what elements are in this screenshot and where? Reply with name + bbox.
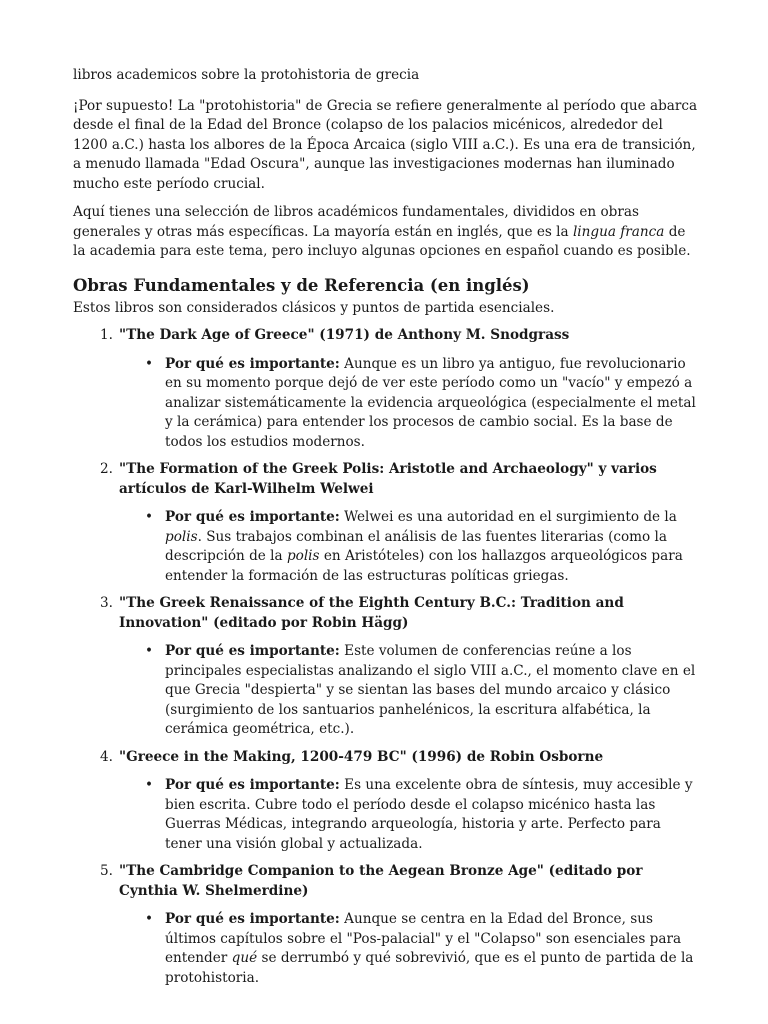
book-item-2: [73, 460, 698, 586]
book-notes: [119, 508, 698, 586]
intro-paragraph-2: [73, 203, 698, 262]
why-text: . Sus trabajos combinan el análisis de las fuentes literarias (como la descripción de la: [165, 528, 668, 564]
book-list: [73, 326, 698, 988]
bullet-icon: •: [145, 509, 154, 525]
book-notes: [119, 642, 698, 740]
bullet-icon: •: [145, 355, 154, 372]
why-emphasis: qué: [231, 950, 258, 966]
why-text: Aunque se centra en la Edad del Bronce, sus últimos capítulos sobre el "Pos-palacial" y el "Colapso" son esenciales para entender: [165, 911, 682, 966]
why-label: Por qué es importante:: [165, 911, 340, 927]
book-item-4: [73, 748, 698, 855]
why-item: [119, 508, 698, 586]
book-title: "The Cambridge Companion to the Aegean Bronze Age" (editado por Cynthia W. Shelmerdine): [119, 863, 643, 899]
why-text: Es una excelente obra de síntesis, muy accesible y bien escrita. Cubre todo el período desde el colapso micénico hasta las Guerras Médicas, integrando arqueología, historia y arte. Perfecto para tener una visión global y actualizada.: [165, 777, 693, 852]
why-text: Aunque es un libro ya antiguo, fue revolucionario en su momento porque dejó de ver este período como un "vacío" y empezó a analizar sistemáticamente la evidencia arqueológica (especialmente el metal y la cerámica) para entender los procesos de cambio social. Es la base de todos los estudios modernos.: [165, 355, 696, 450]
bullet-icon: •: [145, 911, 154, 927]
book-item-3: [73, 594, 698, 740]
book-number: 2.: [100, 461, 113, 477]
why-item: [119, 910, 698, 988]
book-number: 1.: [100, 327, 113, 343]
why-label: Por qué es importante:: [165, 355, 340, 372]
why-item: [119, 355, 698, 453]
bullet-icon: •: [145, 777, 154, 793]
intro-paragraph-1: [73, 97, 698, 195]
book-title: "Greece in the Making, 1200-479 BC" (1996) de Robin Osborne: [119, 748, 604, 765]
book-notes: [119, 910, 698, 988]
user-query: libros academicos sobre la protohistoria de grecia: [73, 67, 420, 83]
why-emphasis: polis: [165, 528, 198, 545]
section-heading: Obras Fundamentales y de Referencia (en inglés): [73, 275, 530, 295]
why-label: Por qué es importante:: [165, 643, 340, 659]
book-notes: [119, 355, 698, 453]
book-number: 4.: [100, 748, 113, 765]
book-item-5: [73, 862, 698, 988]
why-item: [119, 776, 698, 854]
why-label: Por qué es importante:: [165, 777, 340, 793]
book-title: "The Formation of the Greek Polis: Aristotle and Archaeology" y varios artículos de Karl-Wilhelm Welwei: [119, 461, 657, 497]
intro-2-emphasis: lingua franca: [572, 223, 665, 240]
book-item-1: [73, 326, 698, 452]
intro-2-text-a: Aquí tienes una selección de libros académicos fundamentales, divididos en obras generales y otras más específicas. La mayoría están en inglés, que es la: [73, 204, 639, 240]
why-label: Por qué es importante:: [165, 509, 340, 525]
why-text: se derrumbó y qué sobrevivió, que es el punto de partida de la protohistoria.: [165, 950, 694, 986]
section-intro: Estos libros son considerados clásicos y puntos de partida esenciales.: [73, 299, 555, 316]
book-notes: [119, 776, 698, 854]
intro-2-text-b: de la academia para este tema, pero incluyo algunas opciones en español cuando es posible.: [73, 223, 691, 259]
book-number: 5.: [100, 863, 113, 879]
bullet-icon: •: [145, 643, 154, 659]
why-text: Welwei es una autoridad en el surgimiento de la: [339, 509, 677, 525]
why-text: en Aristóteles) con los hallazgos arqueológicos para entender la formación de las estructuras políticas griegas.: [165, 548, 683, 584]
why-emphasis: polis: [286, 548, 320, 564]
why-text: Este volumen de conferencias reúne a los principales especialistas analizando el siglo VIII a.C., el momento clave en el que Grecia "despierta" y se sientan las bases del mundo arcaico y clásico (surgimiento de los santuarios panhelénicos, la escritura alfabética, la cerámica geométrica, etc.).: [165, 643, 696, 737]
intro-1-text: ¡Por supuesto! La "protohistoria" de Grecia se refiere generalmente al período que abarca desde el final de la Edad del Bronce (colapso de los palacios micénicos, alrededor del 1200 a.C.) hasta los albores de la Época Arcaica (siglo VIII a.C.). Es una era de transición, a menudo llamada "Edad Oscura", aunque las investigaciones modernas han iluminado mucho este período crucial.: [73, 97, 698, 192]
book-title: "The Greek Renaissance of the Eighth Century B.C.: Tradition and Innovation" (editado por Robin Hägg): [119, 595, 624, 631]
why-item: [119, 642, 698, 740]
book-title: "The Dark Age of Greece" (1971) de Anthony M. Snodgrass: [119, 327, 570, 343]
book-number: 3.: [100, 595, 113, 611]
